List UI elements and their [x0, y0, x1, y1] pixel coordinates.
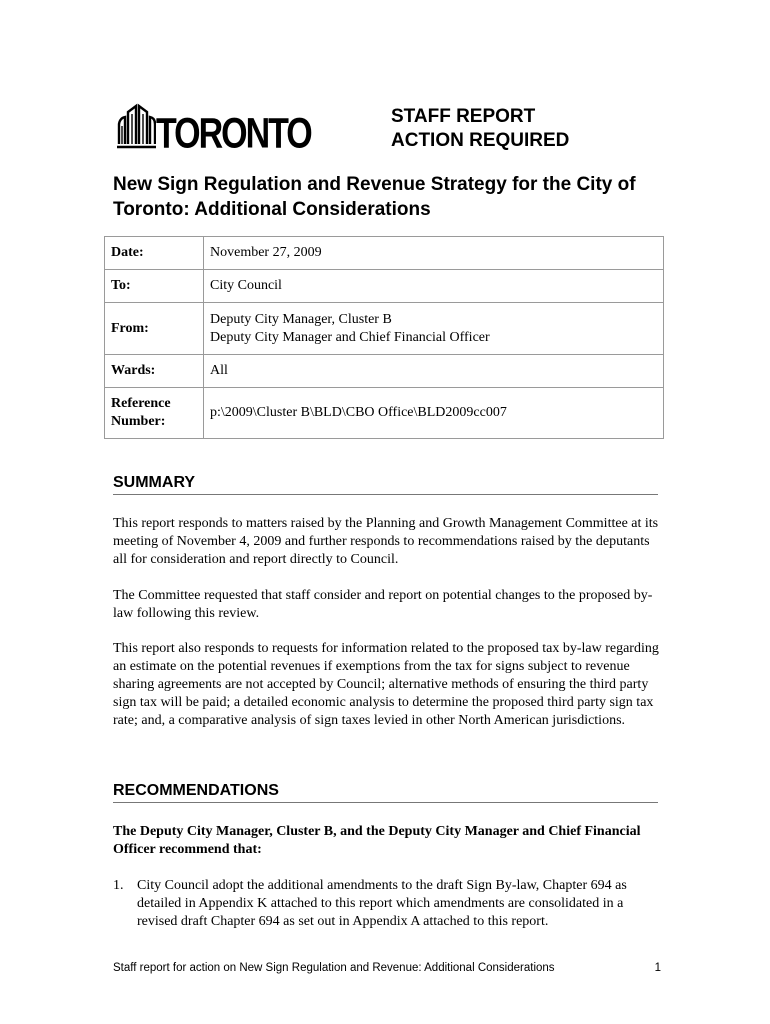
summary-paragraph-3: This report also responds to requests for information related to the proposed tax by-law regarding an estimate on the potential revenues if exemptions from the tax for signs subject to revenue sharing agreements are not accepted by Council; alternative methods of ensuring the third party sign tax will be paid; a detailed economic analysis to determine the proposed third party sign tax rate; and, a comparative analysis of sign taxes levied in other North American jurisdictions. — [113, 641, 659, 728]
report-type — [391, 105, 569, 153]
date-label: Date: — [105, 237, 204, 270]
date-value: November 27, 2009 — [204, 237, 664, 270]
list-item-text: City Council adopt the additional amendments to the draft Sign By-law, Chapter 694 as detailed in Appendix K attached to this report which amendments are consolidated in a revised draft Chapter 694 as set out in Appendix A attached to this report. — [137, 878, 627, 929]
table-row-from — [105, 303, 664, 355]
table-row-wards — [105, 355, 664, 388]
list-item — [113, 877, 661, 931]
table-row-date — [105, 237, 664, 270]
from-value-line-1: Deputy City Manager, Cluster B — [210, 311, 392, 327]
logo-wordmark: TORONTO — [156, 110, 311, 158]
report-type-line-1: STAFF REPORT — [391, 106, 536, 127]
wards-label: Wards: — [105, 355, 204, 388]
to-value: City Council — [204, 270, 664, 303]
reference-label-line-1: Reference — [111, 396, 171, 411]
from-label: From: — [105, 303, 204, 355]
from-value — [204, 303, 664, 355]
page-footer — [113, 962, 661, 974]
reference-label — [105, 388, 204, 439]
report-title: New Sign Regulation and Revenue Strategy for the City of Toronto: Additional Considerations — [113, 174, 636, 220]
toronto-logo — [116, 100, 311, 158]
city-hall-icon — [116, 100, 156, 155]
wards-value: All — [204, 355, 664, 388]
table-row-reference — [105, 388, 664, 439]
to-label: To: — [105, 270, 204, 303]
reference-label-line-2: Number: — [111, 414, 166, 429]
summary-heading: SUMMARY — [113, 474, 658, 495]
report-type-line-2: ACTION REQUIRED — [391, 130, 570, 151]
table-row-to — [105, 270, 664, 303]
recommendations-intro: The Deputy City Manager, Cluster B, and the Deputy City Manager and Chief Financial Officer recommend that: — [113, 824, 641, 857]
list-item-number: 1. — [113, 878, 124, 893]
summary-paragraph-1: This report responds to matters raised by the Planning and Growth Management Committee at its meeting of November 4, 2009 and further responds to recommendations raised by the deputants all for consideration and report directly to Council. — [113, 516, 659, 567]
reference-value: p:\2009\Cluster B\BLD\CBO Office\BLD2009cc007 — [204, 388, 664, 439]
footer-text: Staff report for action on New Sign Regulation and Revenue: Additional Considerations — [113, 962, 555, 974]
summary-paragraph-2: The Committee requested that staff consider and report on potential changes to the proposed by-law following this review. — [113, 588, 653, 621]
report-metadata-table — [104, 236, 664, 439]
page-number: 1 — [654, 962, 661, 974]
recommendations-heading: RECOMMENDATIONS — [113, 782, 658, 803]
from-value-line-2: Deputy City Manager and Chief Financial Officer — [210, 329, 490, 345]
